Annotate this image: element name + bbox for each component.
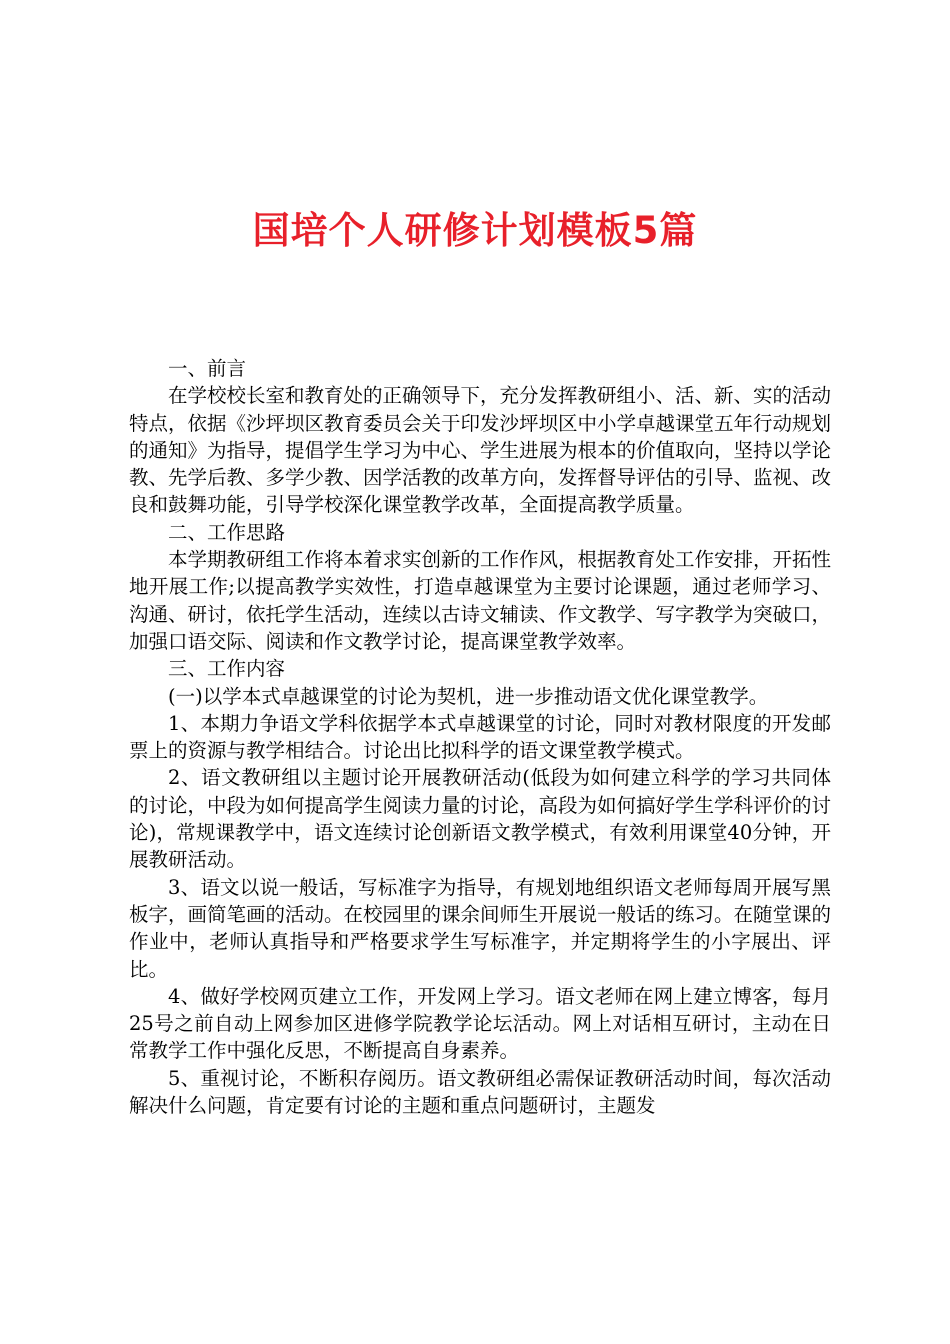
list-item-paragraph: 3、语文以说一般话，写标准字为指导，有规划地组织语文老师每周开展写黑板字，画简笔画的活动。在校园里的课余间师生开展说一般话的练习。在随堂课的作业中，老师认真指导和严格要求学生写标准字，并定期将学生的小字展出、评比。: [129, 875, 832, 981]
list-item-paragraph: 2、语文教研组以主题讨论开展教研活动(低段为如何建立科学的学习共同体的讨论，中段为如何提高学生阅读力量的讨论，高段为如何搞好学生学科评价的讨论)，常规课教学中，语文连续讨论创新语文教学模式，有效利用课堂40分钟，开展教研活动。: [129, 766, 832, 872]
document-title: 国培个人研修计划模板5篇: [252, 209, 698, 252]
section-heading-preface: 一、前言: [168, 357, 247, 380]
list-item-paragraph: 4、做好学校网页建立工作，开发网上学习。语文老师在网上建立博客，每月25号之前自动上网参加区进修学院教学论坛活动。网上对话相互研讨，主动在日常教学工作中强化反思，不断提高自身素养。: [129, 984, 831, 1063]
body-paragraph: 在学校校长室和教育处的正确领导下，充分发挥教研组小、活、新、实的活动特点，依据《沙坪坝区教育委员会关于印发沙坪坝区中小学卓越课堂五年行动规划的通知》为指导，提倡学生学习为中心、学生进展为根本的价值取向，坚持以学论教、先学后教、多学少教、因学活教的改革方向，发挥督导评估的引导、监视、改良和鼓舞功能，引导学校深化课堂教学改革，全面提高教学质量。: [129, 384, 832, 517]
subsection-heading: (一)以学本式卓越课堂的讨论为契机，进一步推动语文优化课堂教学。: [168, 684, 769, 708]
section-heading-content: 三、工作内容: [168, 657, 286, 681]
section-heading-approach: 二、工作思路: [168, 520, 286, 544]
body-paragraph: 本学期教研组工作将本着求实创新的工作作风，根据教育处工作安排，开拓性地开展工作;以提高教学实效性，打造卓越课堂为主要讨论课题，通过老师学习、沟通、研讨，依托学生活动，连续以古诗文辅读、作文教学、写字教学为突破口，加强口语交际、阅读和作文教学讨论，提高课堂教学效率。: [129, 548, 832, 653]
list-item-paragraph: 5、重视讨论，不断积存阅历。语文教研组必需保证教研活动时间，每次活动解决什么问题，肯定要有讨论的主题和重点问题研讨，主题发: [129, 1066, 831, 1118]
list-item-paragraph: 1、本期力争语文学科依据学本式卓越课堂的讨论，同时对教材限度的开发邮票上的资源与教学相结合。讨论出比拟科学的语文课堂教学模式。: [129, 711, 831, 763]
document-body: [129, 355, 831, 1119]
